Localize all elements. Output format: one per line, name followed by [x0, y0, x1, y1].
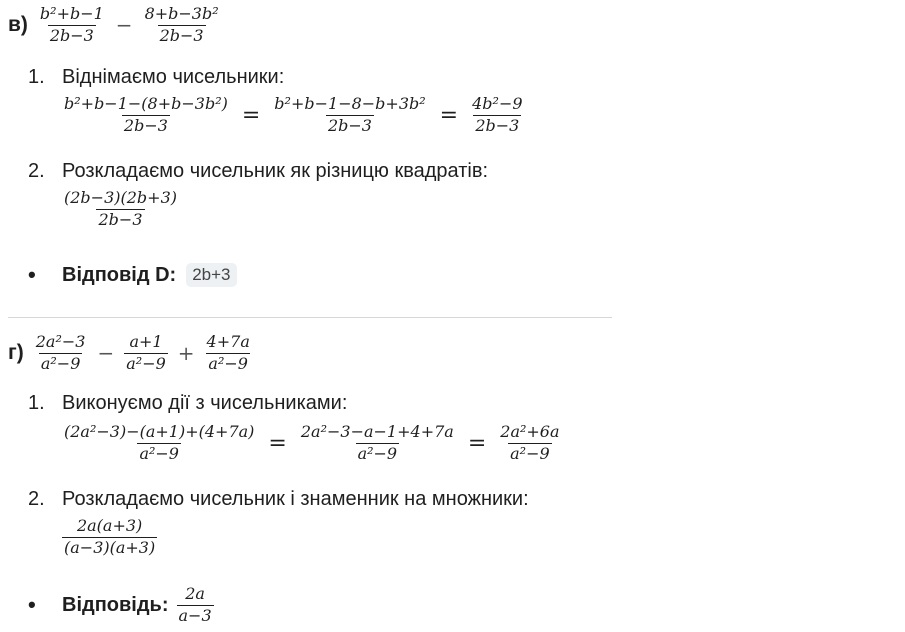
answer-label: Відповідь: — [62, 593, 169, 616]
denominator: 2b−3 — [49, 25, 94, 45]
fraction — [38, 6, 106, 45]
step-number: 2. — [28, 160, 45, 182]
denominator: 2b−3 — [327, 115, 372, 135]
section-divider — [8, 317, 612, 318]
step-equation — [62, 190, 179, 229]
numerator: 2a²+6a — [500, 422, 560, 441]
step-equation — [62, 424, 562, 463]
step-number: 1. — [28, 66, 45, 88]
denominator: 2b−3 — [159, 25, 204, 45]
denominator: a−3 — [178, 605, 212, 625]
numerator: 8+b−3b² — [144, 4, 219, 23]
numerator: (2b−3)(2b+3) — [64, 188, 177, 207]
fraction — [272, 96, 427, 135]
minus-sign: − — [115, 13, 133, 38]
denominator: a²−9 — [40, 353, 81, 373]
minus-sign: − — [97, 341, 115, 366]
numerator: 4b²−9 — [472, 94, 523, 113]
numerator: 2a(a+3) — [76, 516, 143, 535]
step-text: Виконуємо дії з чисельниками: — [62, 392, 348, 414]
fraction — [470, 96, 524, 135]
answer-line — [28, 262, 237, 288]
answer-value: 2b+3 — [186, 263, 236, 287]
answer-fraction — [177, 586, 214, 625]
fraction — [62, 424, 256, 463]
part-g-label: г) — [8, 341, 24, 365]
step-equation — [62, 96, 525, 135]
numerator: 2a²−3−a−1+4+7a — [300, 422, 454, 441]
bullet: • — [28, 262, 36, 287]
step-text: Розкладаємо чисельник як різницю квадратів: — [62, 160, 489, 182]
step-equation — [62, 518, 157, 557]
fraction — [124, 334, 168, 373]
fraction — [143, 6, 221, 45]
fraction — [62, 96, 230, 135]
numerator: b²+b−1−(8+b−3b²) — [64, 94, 228, 113]
step-number: 1. — [28, 392, 45, 414]
equals-sign: = — [467, 430, 487, 456]
fraction — [62, 518, 157, 557]
step-heading — [28, 160, 488, 183]
part-v-label: в) — [8, 13, 28, 37]
equals-sign: = — [268, 430, 287, 456]
numerator: b²+b−1 — [39, 4, 104, 23]
numerator: b²+b−1−8−b+3b² — [274, 94, 426, 113]
numerator: 4+7a — [206, 332, 250, 351]
step-heading — [28, 66, 284, 89]
denominator: (a−3)(a+3) — [64, 537, 156, 557]
numerator: (2a²−3)−(a+1)+(4+7a) — [64, 422, 255, 441]
numerator: 2a — [185, 584, 205, 603]
answer-line — [28, 586, 214, 625]
step-heading — [28, 392, 347, 415]
step-text: Віднімаємо чисельники: — [62, 66, 285, 88]
bullet: • — [28, 592, 36, 618]
fraction — [299, 424, 456, 463]
fraction — [62, 190, 179, 229]
numerator: 2a²−3 — [35, 332, 86, 351]
part-g-problem — [8, 334, 252, 373]
fraction — [34, 334, 88, 373]
step-number: 2. — [28, 488, 45, 510]
part-v-problem — [8, 6, 221, 45]
step-heading — [28, 488, 529, 511]
fraction — [498, 424, 561, 463]
step-text: Розкладаємо чисельник і знаменник на множники: — [62, 488, 529, 510]
denominator: a²−9 — [126, 353, 166, 373]
numerator: a+1 — [129, 332, 163, 351]
denominator: a²−9 — [357, 443, 398, 463]
denominator: a²−9 — [208, 353, 248, 373]
plus-sign: + — [177, 341, 195, 366]
equals-sign: = — [241, 102, 261, 128]
denominator: a²−9 — [139, 443, 179, 463]
denominator: 2b−3 — [123, 115, 168, 135]
fraction — [205, 334, 252, 373]
answer-label: Відповід D: — [62, 263, 177, 286]
denominator: 2b−3 — [98, 209, 143, 229]
denominator: 2b−3 — [475, 115, 520, 135]
denominator: a²−9 — [510, 443, 550, 463]
equals-sign: = — [439, 102, 459, 128]
